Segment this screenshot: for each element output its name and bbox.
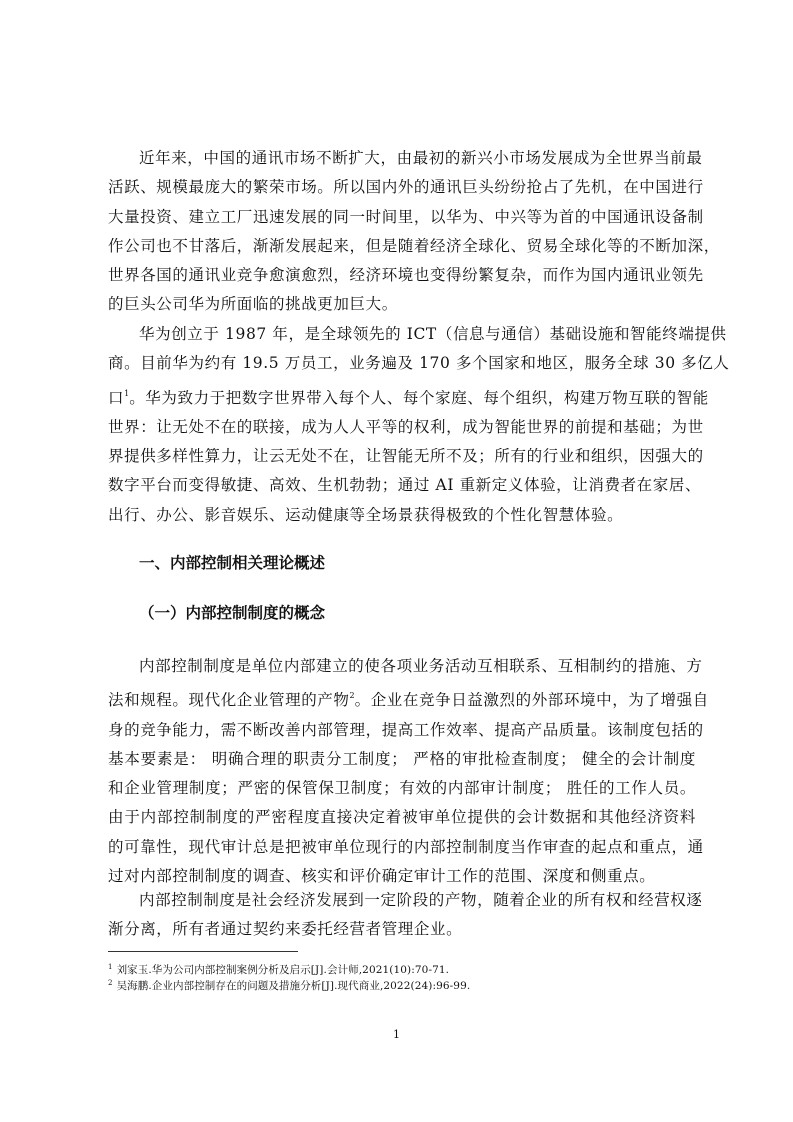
text-line: 商。目前华为约有 19.5 万员工，业务遍及 170 多个国家和地区，服务全球 30 多亿人 (108, 354, 730, 373)
text-line: 界提供多样性算力，让云无处不在，让智能无所不及；所有的行业和组织，因强大的 (108, 447, 704, 466)
text-line: 近年来，中国的通讯市场不断扩大，由最初的新兴小市场发展成为全世界当前最 (139, 149, 703, 167)
text-line: 世界各国的通讯业竞争愈演愈烈，经济环境也变得纷繁复杂，而作为国内通讯业领先 (108, 266, 704, 285)
text-line: 基本要素是： 明确合理的职责分工制度； 严格的审批检查制度； 健全的会计制度 (108, 749, 696, 768)
text-line: 数字平台而变得敏捷、高效、生机勃勃；通过 AI 重新定义体验，让消费者在家居、 (108, 476, 702, 495)
text-fragment: 法和规程。现代化企业管理的产物 (108, 691, 350, 710)
text-line: 内部控制制度是社会经济发展到一定阶段的产物，随着企业的所有权和经营权逐 (139, 891, 703, 909)
footnote-text: 刘家玉.华为公司内部控制案例分析及启示[J].会计师,2021(10):70-71. (116, 964, 450, 976)
footnote-text: 吴海鹏.企业内部控制存在的问题及措施分析[J].现代商业,2022(24):96-99. (116, 980, 471, 992)
text-line (108, 379, 709, 413)
text-line: 的可靠性，现代审计总是把被审单位现行的内部控制制度当作审查的起点和重点，通 (108, 837, 704, 856)
text-line: 世界：让无处不在的联接，成为人人平等的权利，成为智能世界的前提和基础；为世 (108, 417, 704, 436)
section-heading: 一、内部控制相关理论概述 (139, 554, 326, 572)
text-line: 和企业管理制度；严密的保管保卫制度；有效的内部审计制度； 胜任的工作人员。 (108, 779, 696, 798)
text-line: 作公司也不甘落后，渐渐发展起来，但是随着经济全球化、贸易全球化等的不断加深， (108, 236, 720, 255)
footnote-2 (108, 976, 696, 994)
text-line (108, 681, 709, 715)
text-line: 的巨头公司华为所面临的挑战更加巨大。 (108, 295, 398, 314)
page-number: 1 (393, 1028, 400, 1041)
text-fragment: 。华为致力于把数字世界带入每个人、每个家庭、每个组织，构建万物互联的智能 (129, 388, 709, 407)
text-line: 身的竞争能力，需不断改善内部管理，提高工作效率、提高产品质量。该制度包括的 (108, 720, 704, 739)
intro-paragraph-1 (108, 144, 720, 320)
text-line: 渐分离，所有者通过契约来委托经营者管理企业。 (108, 920, 463, 939)
text-fragment: 。企业在竞争日益激烈的外部环境中，为了增强自 (354, 691, 709, 710)
concept-paragraph-2 (108, 886, 703, 945)
text-line: 大量投资、建立工厂迅速发展的同一时间里，以华为、中兴等为首的中国通讯设备制 (108, 207, 704, 226)
footnote-separator (108, 951, 298, 952)
text-line: 华为创立于 1987 年，是全球领先的 ICT（信息与通信）基础设施和智能终端提供 (139, 325, 727, 343)
concept-paragraph-1 (108, 652, 709, 891)
footnote-reference-1[interactable]: 1 (124, 388, 130, 398)
footnote-mark: 1 (108, 963, 113, 971)
text-line: 由于内部控制制度的严密程度直接决定着被审单位提供的会计数据和其他经济资料 (108, 808, 696, 827)
text-fragment: 口 (108, 388, 125, 407)
footnote-mark: 2 (108, 979, 113, 987)
text-line: 活跃、规模最庞大的繁荣市场。所以国内外的通讯巨头纷纷抢占了先机，在中国进行 (108, 178, 704, 197)
intro-paragraph-2 (108, 320, 730, 530)
text-line: 内部控制制度是单位内部建立的使各项业务活动互相联系、互相制约的措施、方 (139, 657, 703, 675)
text-line: 出行、办公、影音娱乐、运动健康等全场景获得极致的个性化智慧体验。 (108, 505, 624, 524)
subsection-heading: （一）内部控制制度的概念 (139, 604, 326, 622)
text-line: 过对内部控制制度的调查、核实和评价确定审计工作的范围、深度和侧重点。 (108, 867, 656, 886)
footnote-reference-2[interactable]: 2 (349, 691, 355, 701)
